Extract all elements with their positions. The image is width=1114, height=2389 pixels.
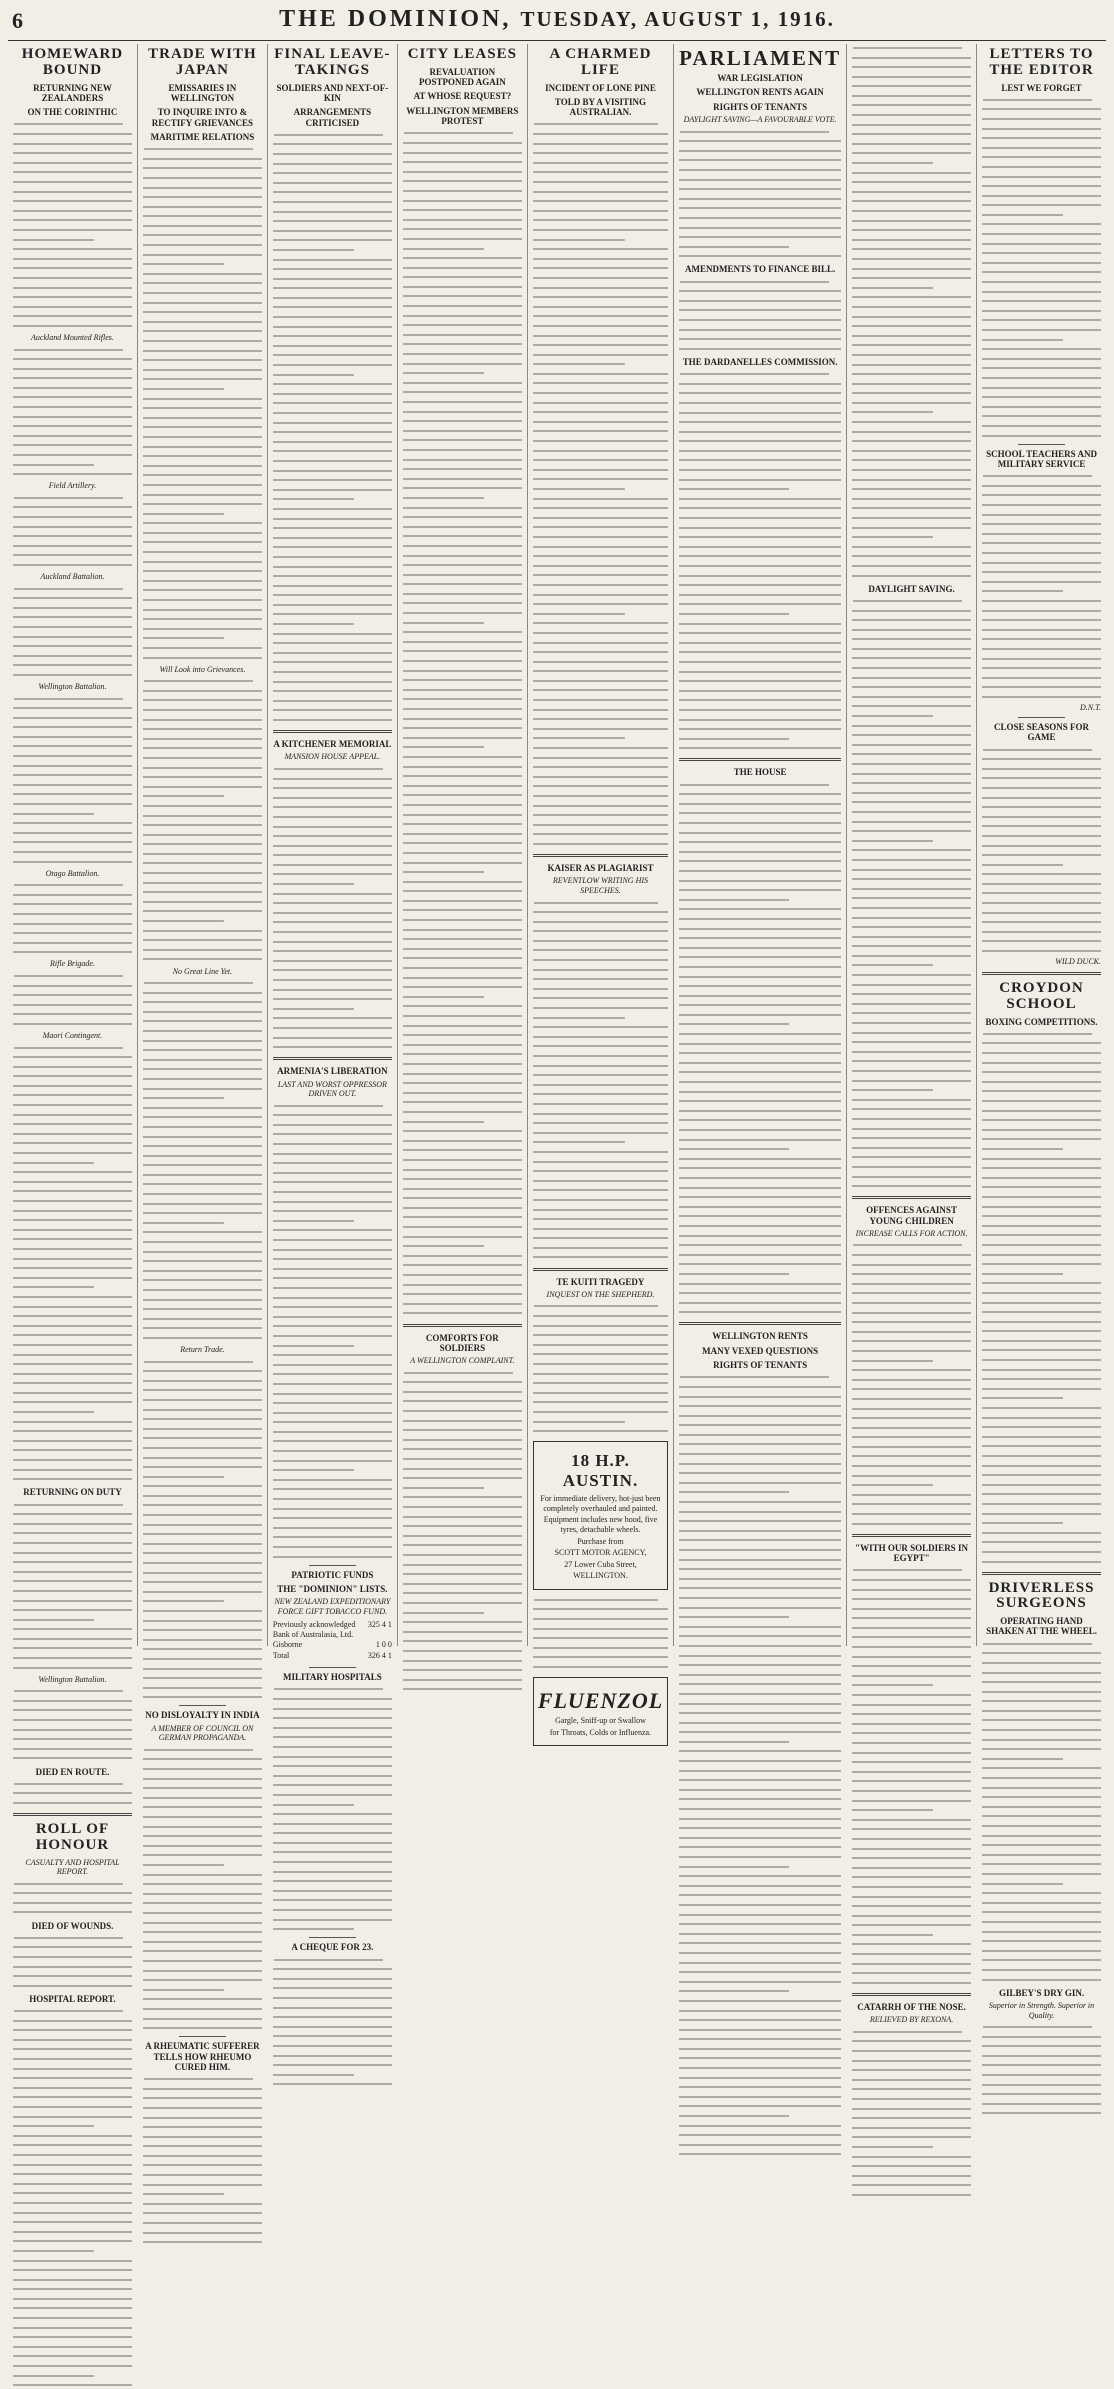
article-text	[852, 1566, 971, 1987]
section-divider	[273, 1057, 392, 1060]
article-text	[143, 1358, 262, 1702]
letter-signature: D.N.T.	[1080, 702, 1101, 712]
section-divider	[13, 1813, 132, 1816]
section-subtitle: A WELLINGTON COMPLAINT.	[410, 1356, 515, 1366]
headline: PARLIAMENT	[679, 46, 842, 70]
section-subtitle: Auckland Mounted Rifles.	[31, 333, 114, 342]
article-text	[13, 1044, 132, 1484]
subheading: MARITIME RELATIONS	[150, 131, 255, 142]
article-text	[679, 370, 841, 752]
issue-date: TUESDAY, AUGUST 1, 1916.	[520, 7, 835, 31]
ad-text: Gargle, Sniff-up or Swallow	[555, 1716, 646, 1726]
divider	[309, 1667, 357, 1668]
article-text	[982, 746, 1101, 955]
subheading: TO INQUIRE INTO & RECTIFY GRIEVANCES	[151, 107, 254, 128]
section-subtitle: RELIEVED BY REXONA.	[869, 2015, 954, 2025]
subheading: GILBEY'S DRY GIN.	[998, 1987, 1085, 1998]
article-text	[982, 1640, 1101, 1984]
section-subtitle: LAST AND WORST OPPRESSOR DRIVEN OUT.	[277, 1079, 387, 1099]
article-text	[13, 1780, 132, 1807]
subheading: DAYLIGHT SAVING.	[868, 583, 955, 594]
brand-name: FLUENZOL	[537, 1688, 664, 1714]
section-subtitle: Field Artillery.	[48, 481, 97, 491]
subheading: RETURNING ON DUTY	[23, 1487, 122, 1498]
subheading: HOSPITAL REPORT.	[29, 1993, 116, 2004]
subheading: TOLD BY A VISITING AUSTRALIAN.	[554, 96, 647, 118]
article-text	[273, 131, 392, 724]
article-text	[13, 972, 132, 1028]
advertisement	[533, 1677, 668, 1746]
article-text	[143, 2075, 262, 2246]
ad-text: Equipment includes new hood, five tyres, detachable wheels.	[543, 1515, 658, 1534]
headline: HOMEWARD BOUND	[21, 46, 124, 78]
masthead	[8, 6, 1106, 41]
fund-row: Gisborne 1 0 0	[272, 1640, 392, 1650]
subheading: WELLINGTON RENTS AGAIN	[696, 87, 824, 98]
article-text	[982, 472, 1101, 701]
article-text	[143, 979, 262, 1342]
subheading: A CHEQUE FOR 23.	[291, 1942, 374, 1953]
ad-text: for Throats, Colds or Influenza.	[549, 1727, 652, 1737]
article-text	[143, 677, 262, 963]
article-text	[143, 1746, 262, 2032]
subheading: THE "DOMINION" LISTS.	[277, 1584, 388, 1595]
divider	[309, 1565, 357, 1566]
subheading: CLOSE SEASONS FOR GAME	[994, 721, 1090, 743]
subheading: AT WHOSE REQUEST?	[413, 91, 512, 102]
article-text	[852, 44, 971, 580]
ad-text: 27 Lower Cuba Street,	[564, 1559, 637, 1569]
subheading: WELLINGTON MEMBERS PROTEST	[406, 105, 519, 127]
article-text	[13, 695, 132, 866]
article-text	[13, 1687, 132, 1762]
divider	[179, 2036, 227, 2037]
article-text	[533, 899, 668, 1262]
divider	[179, 1705, 227, 1706]
ad-text: Purchase from	[577, 1536, 624, 1546]
section-subtitle: Wellington Battalion.	[38, 682, 107, 691]
ad-text: SCOTT MOTOR AGENCY,	[554, 1548, 647, 1558]
subheading: COMFORTS FOR SOLDIERS	[425, 1332, 499, 1353]
subheading: OFFENCES AGAINST YOUNG CHILDREN	[866, 1205, 957, 1226]
subheading: CATARRH OF THE NOSE.	[857, 2001, 966, 2012]
subheading: RIGHTS OF TENANTS	[713, 101, 808, 112]
article-text	[143, 145, 262, 661]
subheading: MANY VEXED QUESTIONS	[702, 1345, 819, 1356]
ad-text: WELLINGTON.	[573, 1571, 628, 1581]
subheading: ARRANGEMENTS CRITICISED	[293, 107, 372, 128]
article-text	[403, 1369, 522, 1694]
article-text	[533, 121, 668, 849]
subheading: A KITCHENER MEMORIAL	[273, 739, 392, 750]
subheading: ON THE CORINTHIC	[27, 107, 118, 118]
subheading: ARMENIA'S LIBERATION	[277, 1066, 388, 1077]
column-8	[976, 44, 1106, 2020]
divider	[309, 1937, 357, 1938]
article-text	[273, 765, 392, 1051]
subheading: AMENDMENTS TO FINANCE BILL.	[685, 264, 836, 275]
article-text	[13, 881, 132, 956]
subheading: LEST WE FORGET	[1001, 82, 1082, 93]
section-divider	[852, 1534, 971, 1537]
section-divider	[403, 1324, 522, 1327]
section-subtitle: Auckland Battalion.	[40, 572, 105, 582]
headline: CROYDON SCHOOL	[999, 980, 1084, 1012]
article-text	[13, 346, 132, 479]
article-text	[982, 1030, 1101, 1566]
subheading: "WITH OUR SOLDIERS IN EGYPT"	[855, 1542, 968, 1564]
section-divider	[982, 972, 1101, 975]
section-subtitle: REVENTLOW WRITING HIS SPEECHES.	[552, 876, 649, 895]
headline: ROLL OF HONOUR	[35, 1821, 110, 1853]
ad-title: 18 H.P. AUSTIN.	[562, 1451, 639, 1491]
subheading: THE HOUSE	[733, 767, 787, 778]
section-subtitle: Otago Battalion.	[45, 868, 100, 878]
advertisement	[533, 1441, 668, 1590]
section-divider	[852, 1993, 971, 1996]
subheading: MILITARY HOSPITALS	[282, 1672, 382, 1683]
columns-container	[8, 44, 1106, 2072]
section-subtitle: CASUALTY AND HOSPITAL REPORT.	[25, 1857, 120, 1877]
subheading: RIGHTS OF TENANTS	[713, 1360, 808, 1371]
subheading: DIED OF WOUNDS.	[31, 1920, 114, 1931]
subheading: OPERATING HAND SHAKEN AT THE WHEEL.	[986, 1616, 1097, 1637]
column-1	[8, 44, 137, 2004]
divider	[1018, 717, 1066, 718]
article-text	[679, 278, 841, 353]
divider	[1018, 444, 1066, 445]
article-text	[273, 1102, 392, 1561]
subheading: WAR LEGISLATION	[717, 73, 803, 84]
section-divider	[679, 758, 841, 761]
subheading: NO DISLOYALTY IN INDIA	[145, 1710, 260, 1721]
section-subtitle: INCREASE CALLS FOR ACTION.	[855, 1228, 968, 1238]
article-text	[533, 1303, 668, 1436]
article-text	[533, 1596, 668, 1671]
article-text	[679, 781, 841, 1317]
article-text	[679, 128, 841, 261]
column-5	[527, 44, 673, 1737]
section-divider	[533, 854, 668, 857]
fund-row: Previously acknowledged 325 4 1	[272, 1619, 392, 1629]
fund-row: Total 326 4 1	[272, 1650, 392, 1660]
subheading: THE DARDANELLES COMMISSION.	[682, 356, 838, 367]
headline: FINAL LEAVE-TAKINGS	[274, 46, 391, 78]
section-divider	[982, 1572, 1101, 1575]
section-divider	[679, 1322, 841, 1325]
article-text	[403, 129, 522, 1317]
article-text	[852, 597, 971, 1190]
section-subtitle: NEW ZEALAND EXPEDITIONARY FORCE GIFT TOBACCO FUND.	[274, 1597, 391, 1616]
headline: CITY LEASES	[407, 46, 517, 62]
subheading: DIED EN ROUTE.	[35, 1766, 110, 1777]
article-text	[13, 585, 132, 679]
newspaper-title	[8, 6, 1106, 33]
column-4	[397, 44, 527, 1646]
fund-table	[273, 1620, 392, 1662]
ad-text: For immediate delivery, hot-just been completely overhauled and painted.	[540, 1494, 661, 1513]
subheading: A RHEUMATIC SUFFERER TELLS HOW RHEUMO CURED HIM.	[145, 2041, 260, 2072]
subheading: WELLINGTON RENTS	[712, 1331, 808, 1342]
subheading: INCIDENT OF LONE PINE	[545, 82, 656, 93]
subheading: SOLDIERS AND NEXT-OF-KIN	[276, 82, 389, 103]
subheading: EMISSARIES IN WELLINGTON	[168, 82, 237, 103]
section-subtitle: A MEMBER OF COUNCIL ON GERMAN PROPAGANDA.	[151, 1723, 254, 1743]
article-text	[982, 96, 1101, 440]
article-text	[982, 2023, 1101, 2117]
article-text	[273, 1685, 392, 1933]
column-3	[267, 44, 397, 1953]
article-text	[852, 2028, 971, 2199]
article-text	[852, 1242, 971, 1528]
section-subtitle: Maori Contingent.	[42, 1031, 103, 1040]
section-subtitle: DAYLIGHT SAVING—A FAVOURABLE VOTE.	[683, 115, 837, 125]
subheading: RETURNING NEW ZEALANDERS	[33, 82, 112, 103]
headline: LETTERS TO THE EDITOR	[989, 46, 1094, 78]
article-text	[13, 1934, 132, 1990]
subheading: BOXING COMPETITIONS.	[985, 1016, 1098, 1027]
article-text	[13, 1501, 132, 1672]
section-subtitle: Superior in Strength. Superior in Quality.	[988, 2000, 1095, 2020]
section-subtitle: Return Trade.	[180, 1345, 225, 1355]
section-subtitle: Will Look into Grievances.	[159, 664, 246, 674]
headline: TRADE WITH JAPAN	[148, 46, 257, 78]
article-text	[13, 121, 132, 330]
section-divider	[852, 1196, 971, 1199]
newspaper-name: THE DOMINION,	[279, 6, 512, 32]
section-subtitle: INQUEST ON THE SHEPHERD.	[546, 1289, 655, 1299]
section-subtitle: Rifle Brigade.	[50, 959, 95, 969]
fund-row: Bank of Australasia, Ltd.	[272, 1629, 354, 1639]
page-number: 6	[12, 8, 23, 33]
section-divider	[273, 730, 392, 733]
subheading: REVALUATION POSTPONED AGAIN	[418, 66, 506, 88]
article-text	[13, 494, 132, 569]
subheading: SCHOOL TEACHERS AND MILITARY SERVICE	[986, 448, 1097, 469]
section-subtitle: MANSION HOUSE APPEAL.	[284, 752, 381, 762]
section-subtitle: No Great Line Yet.	[172, 966, 233, 976]
headline: DRIVERLESS SURGEONS	[988, 1579, 1095, 1612]
section-subtitle: Wellington Battalion.	[38, 1674, 107, 1684]
article-text	[13, 2007, 132, 2389]
subheading: PATRIOTIC FUNDS	[291, 1569, 374, 1580]
headline: A CHARMED LIFE	[549, 46, 652, 78]
column-2	[137, 44, 267, 2072]
column-7	[846, 44, 976, 2025]
subheading: TE KUITI TRAGEDY	[556, 1276, 645, 1287]
article-text	[13, 1880, 132, 1917]
section-divider	[533, 1268, 668, 1271]
column-6	[673, 44, 846, 1646]
article-text	[273, 1956, 392, 2089]
letter-signature: WILD DUCK.	[1055, 957, 1101, 967]
subheading: KAISER AS PLAGIARIST	[547, 863, 654, 874]
article-text	[679, 1373, 841, 2158]
